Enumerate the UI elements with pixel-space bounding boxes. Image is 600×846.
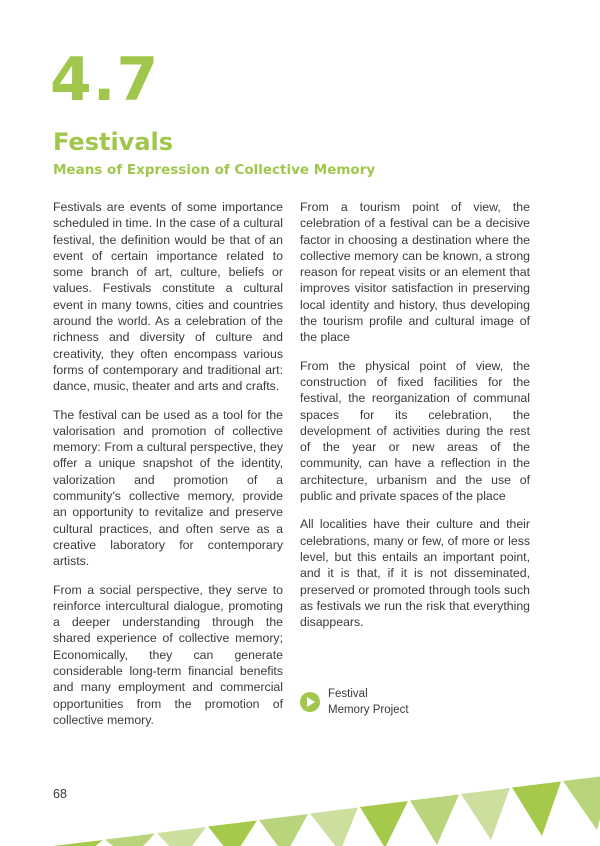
bunting-flag — [157, 827, 206, 846]
project-link-label — [328, 686, 409, 718]
bunting-flag — [461, 788, 510, 840]
paragraph: From the physical point of view, the construction of fixed facilities for the festival, the reorganization of communal spaces for its celebration, the development of activities during the rest of the year or new areas of the community, can have a reflection in the architecture, urbanism and the use of public and private spaces of the place — [300, 358, 530, 504]
bunting-flag — [208, 821, 257, 846]
paragraph: All localities have their culture and their celebrations, many or few, of more or less level, but this entails an important point, and it is that, if it is not disseminated, preserved or promoted through tools such as festivals we run the risk that everything disappears. — [300, 517, 530, 630]
bunting-flag — [105, 834, 155, 846]
bunting-flag — [512, 782, 561, 837]
section-number: 4.7 — [50, 45, 160, 115]
page-number: 68 — [53, 787, 67, 801]
bunting-flag — [360, 801, 408, 846]
bunting-flag — [310, 808, 358, 846]
page-subtitle: Means of Expression of Collective Memory — [53, 162, 376, 178]
project-link-line1: Festival — [328, 688, 368, 700]
paragraph: Festivals are events of some importance scheduled in time. In the case of a cultural festival, the definition would be that of an event of certain importance related to some branch of art, culture, beliefs or values. Festivals constitute a cultural event in many towns, cities and countries around the world. As a celebration of the richness and diversity of culture and creativity, they often encompass various forms of contemporary and traditional art: dance, music, theater and arts and crafts. — [53, 200, 283, 394]
page-title: Festivals — [53, 128, 174, 156]
paragraph: From a social perspective, they serve to reinforce intercultural dialogue, promoting a deeper understanding through the shared experience of collective memory; Economically, they can generate considerable long-term financial benefits and many employment and commercial opportunities from the promotion of collective memory. — [53, 582, 283, 727]
bunting-flag — [563, 775, 600, 830]
bunting-flag — [410, 795, 459, 846]
left-column — [53, 199, 283, 740]
bunting-flag — [53, 840, 103, 846]
right-column — [300, 199, 530, 642]
bunting-decoration — [0, 760, 600, 846]
play-icon — [300, 692, 320, 712]
festival-memory-project-link[interactable] — [300, 686, 409, 718]
bunting-flag — [259, 814, 308, 846]
paragraph: From a tourism point of view, the celebration of a festival can be a decisive factor in choosing a destination where the collective memory can be known, a strong reason for repeat visits or an element that improves visitor satisfaction in preserving local identity and history, thus developing the tourism profile and cultural image of the place — [300, 200, 530, 345]
paragraph: The festival can be used as a tool for the valorisation and promotion of collective memory: From a cultural perspective, they offer a unique snapshot of the identity, valorization and promotion of a community's collective memory, provide an opportunity to revitalize and preserve cultural practices, and often serve as a creative laboratory for contemporary artists. — [53, 407, 283, 569]
project-link-line2: Memory Project — [328, 704, 409, 716]
